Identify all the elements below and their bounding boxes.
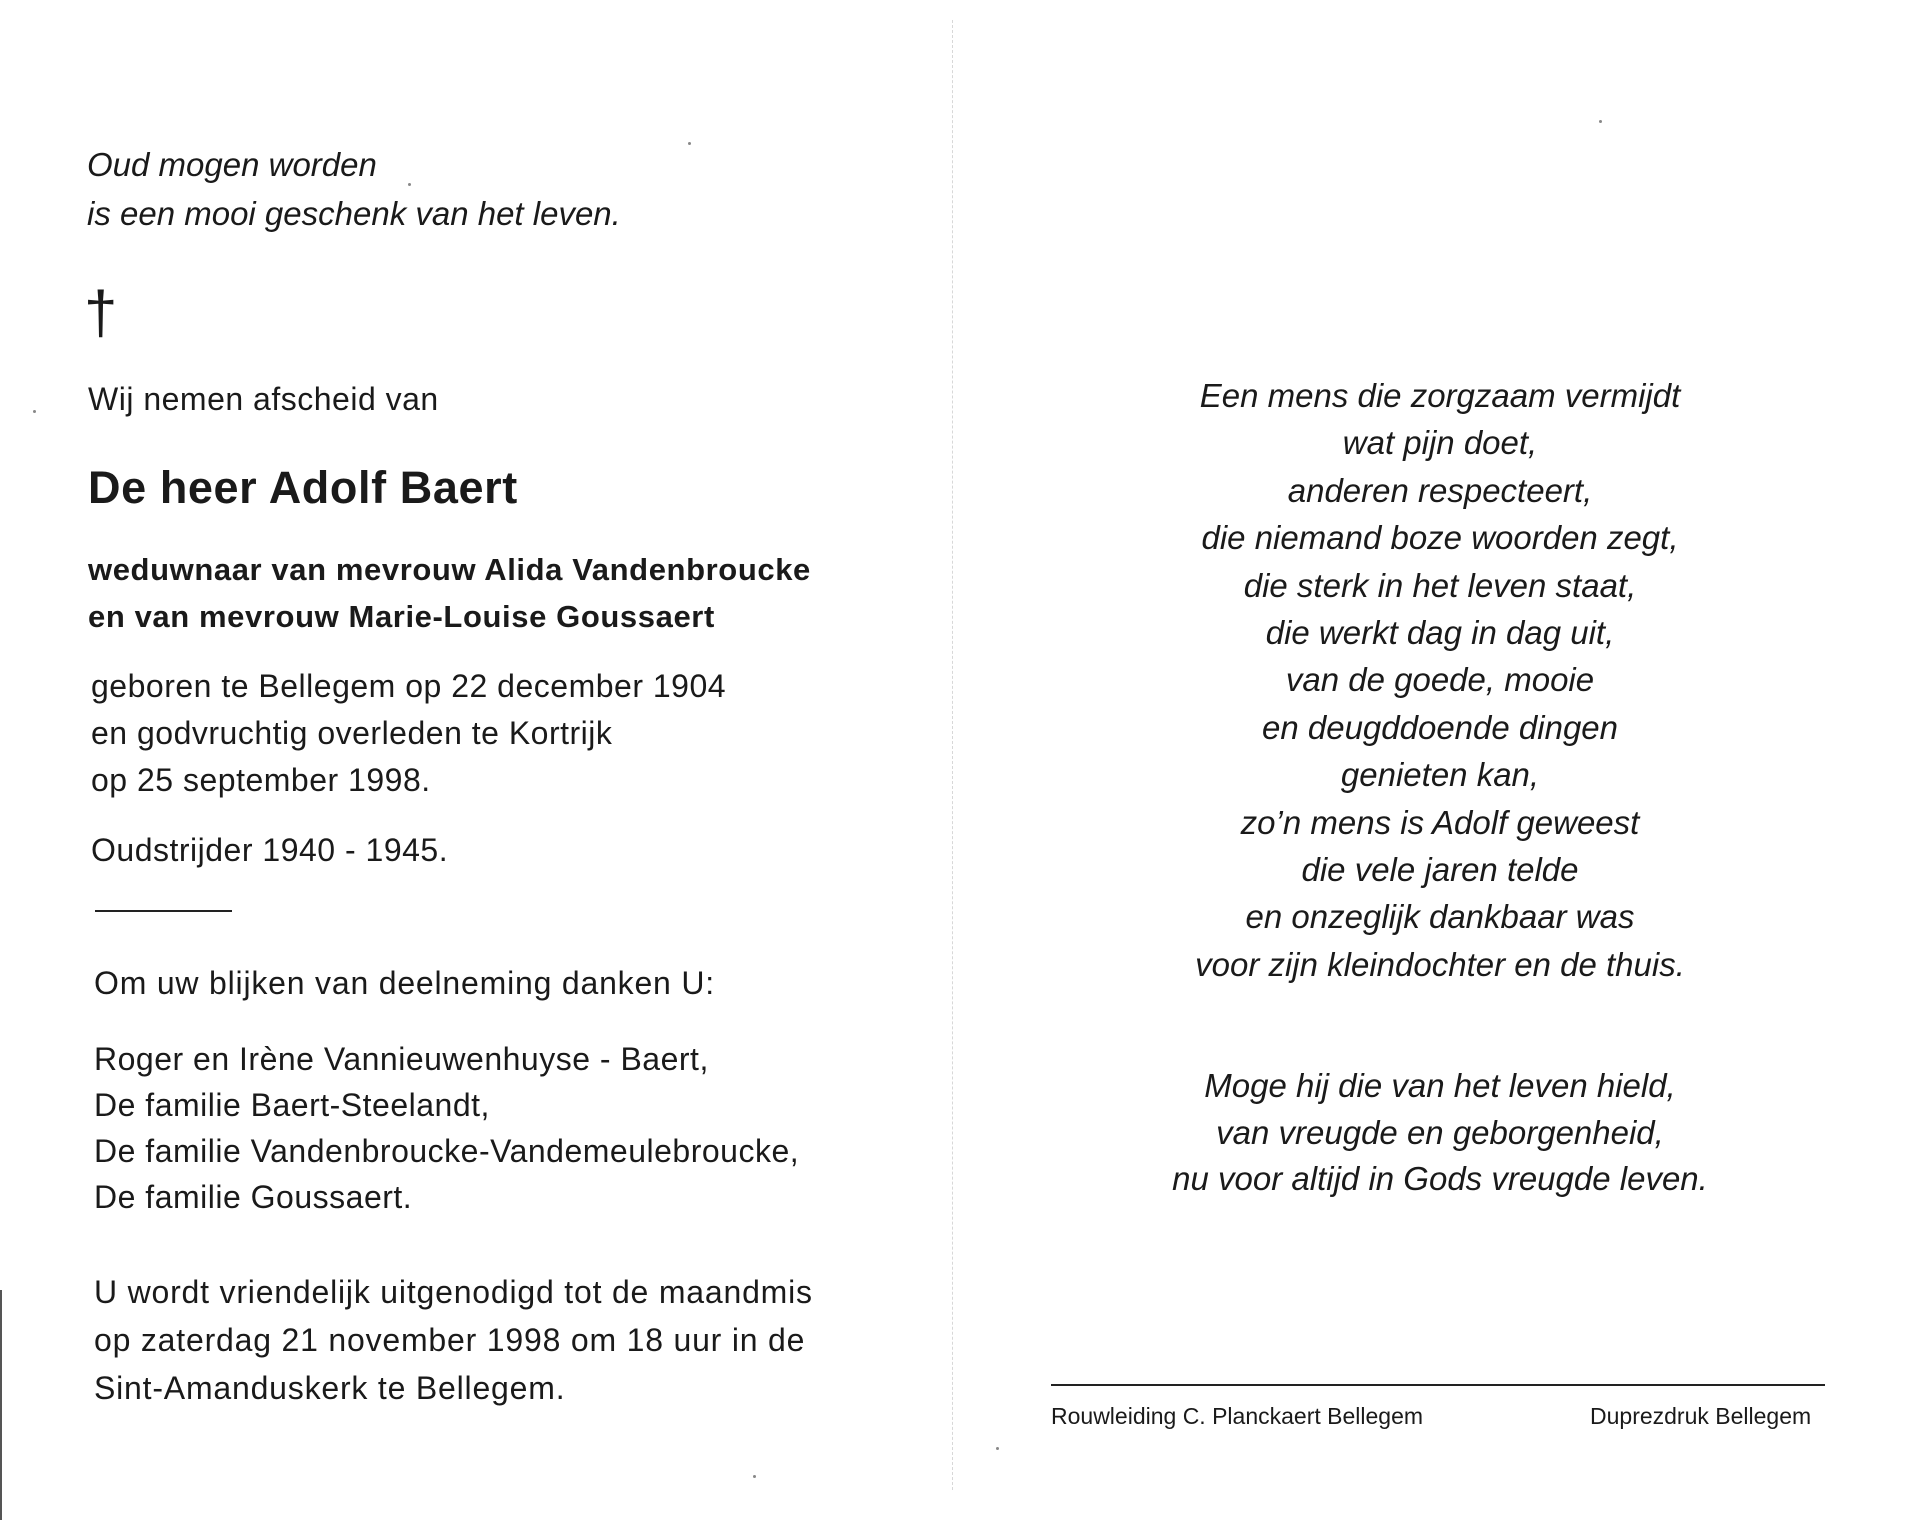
birth-death-details xyxy=(91,663,726,804)
scan-speck xyxy=(996,1447,999,1450)
invitation-line: U wordt vriendelijk uitgenodigd tot de maandmis xyxy=(94,1274,813,1310)
bio-line: geboren te Bellegem op 22 december 1904 xyxy=(91,668,727,704)
footer-divider xyxy=(1051,1384,1825,1386)
invitation-line: op zaterdag 21 november 1998 om 18 uur in de xyxy=(94,1322,806,1358)
family-list xyxy=(94,1036,799,1220)
poem-line: Een mens die zorgzaam vermijdt xyxy=(1199,377,1681,414)
list-item: De familie Goussaert. xyxy=(94,1179,413,1215)
motto-line: Oud mogen worden xyxy=(87,146,377,183)
bio-line: op 25 september 1998. xyxy=(91,762,431,798)
deceased-name: De heer Adolf Baert xyxy=(88,462,518,513)
motto xyxy=(87,140,621,238)
mass-invitation xyxy=(94,1268,813,1412)
bio-line: en godvruchtig overleden te Kortrijk xyxy=(91,715,613,751)
funeral-director-credit: Rouwleiding C. Planckaert Bellegem xyxy=(1051,1403,1424,1429)
scan-speck xyxy=(1599,120,1602,123)
poem-line: die vele jaren telde xyxy=(1301,851,1579,889)
cross-icon: † xyxy=(84,279,118,346)
memorial-poem xyxy=(1040,372,1840,988)
poem-line: die sterk in het leven staat, xyxy=(1243,566,1637,604)
poem-line: van de goede, mooie xyxy=(1285,661,1595,699)
section-divider xyxy=(95,910,232,912)
scan-speck xyxy=(408,183,411,186)
scan-speck xyxy=(753,1475,756,1478)
veteran-note: Oudstrijder 1940 - 1945. xyxy=(91,832,449,868)
poem-line: en deugddoende dingen xyxy=(1261,708,1619,746)
motto-line: is een mooi geschenk van het leven. xyxy=(87,195,621,232)
thanks-heading: Om uw blijken van deelneming danken U: xyxy=(94,965,715,1001)
widower-statement xyxy=(88,546,811,640)
scan-speck xyxy=(688,142,691,145)
poem-line: die werkt dag in dag uit, xyxy=(1265,614,1615,652)
printer-credit: Duprezdruk Bellegem xyxy=(1590,1403,1812,1429)
list-item: Roger en Irène Vannieuwenhuyse - Baert, xyxy=(94,1041,709,1077)
poem-line: wat pijn doet, xyxy=(1342,424,1538,462)
blessing-line: Moge hij die van het leven hield, xyxy=(1204,1067,1676,1104)
poem-line: en onzeglijk dankbaar was xyxy=(1245,898,1635,936)
scan-speck xyxy=(33,410,36,413)
poem-line: zo’n mens is Adolf geweest xyxy=(1240,803,1640,841)
poem-line: voor zijn kleindochter en de thuis. xyxy=(1195,945,1685,983)
blessing-line: nu voor altijd in Gods vreugde leven. xyxy=(1172,1160,1708,1197)
card-fold-line xyxy=(952,20,953,1490)
widower-line: weduwnaar van mevrouw Alida Vandenbroucke xyxy=(88,552,811,587)
list-item: De familie Vandenbroucke-Vandemeulebroucke, xyxy=(94,1133,800,1169)
widower-line: en van mevrouw Marie-Louise Goussaert xyxy=(88,599,715,634)
poem-line: die niemand boze woorden zegt, xyxy=(1201,519,1679,557)
poem-line: genieten kan, xyxy=(1340,756,1540,794)
blessing-line: van vreugde en geborgenheid, xyxy=(1216,1113,1664,1151)
poem-line: anderen respecteert, xyxy=(1287,471,1593,509)
invitation-line: Sint-Amanduskerk te Bellegem. xyxy=(94,1370,566,1406)
farewell-intro: Wij nemen afscheid van xyxy=(88,381,439,417)
list-item: De familie Baert-Steelandt, xyxy=(94,1087,490,1123)
scan-edge-mark xyxy=(0,1290,2,1520)
blessing-verse xyxy=(1040,1063,1840,1203)
